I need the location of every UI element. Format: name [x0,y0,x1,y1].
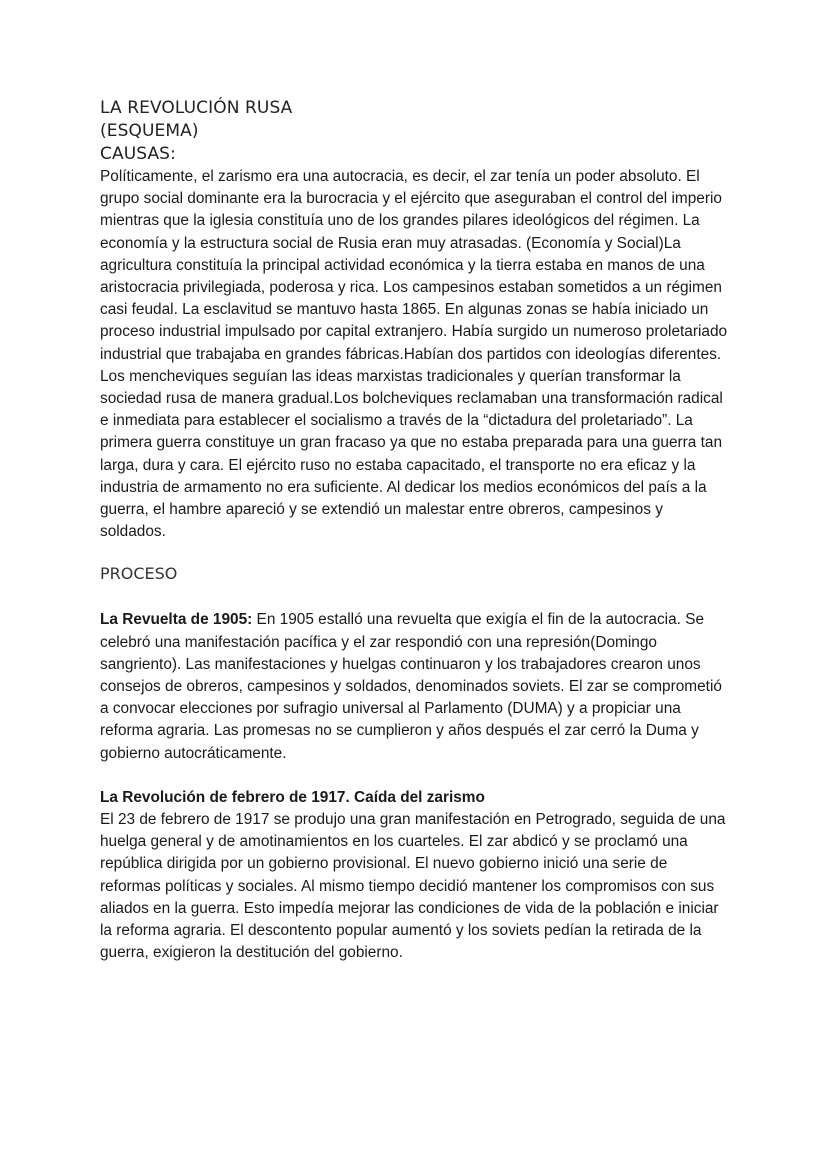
document-page [100,97,730,965]
febrero-title: La Revolución de febrero de 1917. Caída del zarismo [100,788,485,806]
document-title-line1: LA REVOLUCIÓN RUSA [100,98,293,118]
document-title-line2: (ESQUEMA) [100,121,199,141]
febrero-paragraph: El 23 de febrero de 1917 se produjo una gran manifestación en Petrogrado, seguida de una huelga general y de amotinamientos en los cuarteles. El zar abdicó y se proclamó una república dirigida por un gobierno provisional. El nuevo gobierno inició una serie de reformas políticas y sociales. Al mismo tiempo decidió mantener los compromisos con sus aliados en la guerra. Esto impedía mejorar las condiciones de vida de la población e iniciar la reforma agraria. El descontento popular aumentó y los soviets pedían la retirada de la guerra, exigieron la destitución del gobierno. [100,811,726,962]
causes-paragraph: Políticamente, el zarismo era una autocracia, es decir, el zar tenía un poder absoluto. El grupo social dominante era la burocracia y el ejército que aseguraban el control del imperio mientras que la iglesia constituía uno de los grandes pilares ideológicos del régimen. La economía y la estructura social de Rusia eran muy atrasadas. (Economía y Social)La agricultura constituía la principal actividad económica y la tierra estaba en manos de una aristocracia privilegiada, poderosa y rica. Los campesinos estaban sometidos a un régimen casi feudal. La esclavitud se mantuvo hasta 1865. En algunas zonas se había iniciado un proceso industrial impulsado por capital extranjero. Había surgido un numeroso proletariado industrial que trabajaba en grandes fábricas.Habían dos partidos con ideologías diferentes. Los mencheviques seguían las ideas marxistas tradicionales y querían transformar la sociedad rusa de manera gradual.Los bolcheviques reclamaban una transformación radical e inmediata para establecer el socialismo a través de la “dictadura del proletariado”. La primera guerra constituye un gran fracaso ya que no estaba preparada para una guerra tan larga, dura y cara. El ejército ruso no estaba capacitado, el transporte no era eficaz y la industria de armamento no era suficiente. Al dedicar los medios económicos del país a la guerra, el hambre apareció y se extendió un malestar entre obreros, campesinos y soldados. [100,168,728,541]
revuelta-text: En 1905 estalló una revuelta que exigía el fin de la autocracia. Se celebró una manifestación pacífica y el zar respondió con una represión(Domingo sangriento). Las manifestaciones y huelgas continuaron y los trabajadores crearon unos consejos de obreros, campesinos y soldados, denominados soviets. El zar se comprometió a convocar elecciones por sufragio universal al Parlamento (DUMA) y a propiciar una reforma agraria. Las promesas no se cumplieron y años después el zar cerró la Duma y gobierno autocráticamente. [100,611,722,762]
revuelta-title: La Revuelta de 1905: [100,611,253,629]
causes-heading: CAUSAS: [100,144,176,164]
process-heading: PROCESO [100,564,178,584]
febrero-section [100,787,730,965]
revuelta-paragraph [100,609,730,764]
revuelta-section [100,609,730,764]
